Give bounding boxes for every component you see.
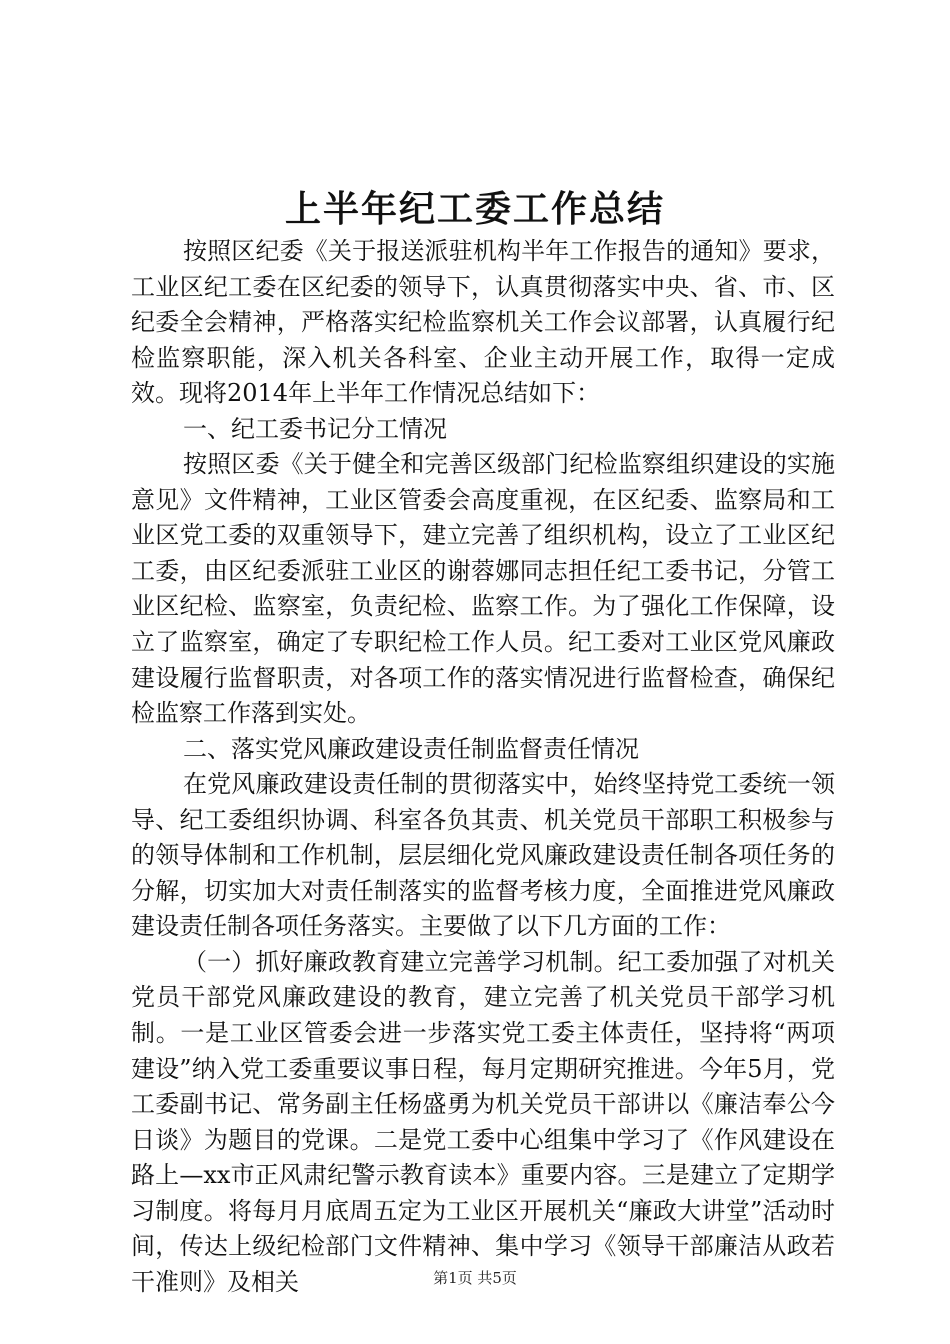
section-2-paragraph: 在党风廉政建设责任制的贯彻落实中，始终坚持党工委统一领导、纪工委组织协调、科室各负其责、机关党员干部职工积极参与的领导体制和工作机制，层层细化党风廉政建设责任制各项任务的分解，切实加大对责任制落实的监督考核力度，全面推进党风廉政建设责任制各项任务落实。主要做了以下几方面的工作： [131, 770, 835, 941]
intro-paragraph: 按照区纪委《关于报送派驻机构半年工作报告的通知》要求，工业区纪工委在区纪委的领导下，认真贯彻落实中央、省、市、区纪委全会精神，严格落实纪检监察机关工作会议部署，认真履行纪检监察职能，深入机关各科室、企业主动开展工作，取得一定成效。现将2014年上半年工作情况总结如下： [131, 237, 835, 408]
section-1-paragraph: 按照区委《关于健全和完善区级部门纪检监察组织建设的实施意见》文件精神，工业区管委会高度重视，在区纪委、监察局和工业区党工委的双重领导下，建立完善了组织机构，设立了工业区纪工委，由区纪委派驻工业区的谢蓉娜同志担任纪工委书记，分管工业区纪检、监察室，负责纪检、监察工作。为了强化工作保障，设立了监察室，确定了专职纪检工作人员。纪工委对工业区党风廉政建设履行监督职责，对各项工作的落实情况进行监督检查，确保纪检监察工作落到实处。 [131, 450, 835, 728]
page-number-footer: 第1页 共5页 [433, 1269, 517, 1287]
subsection-1-paragraph: （一）抓好廉政教育建立完善学习机制。纪工委加强了对机关党员干部党风廉政建设的教育，建立完善了机关党员干部学习机制。一是工业区管委会进一步落实党工委主体责任，坚持将“两项建设”纳入党工委重要议事日程，每月定期研究推进。今年5月，党工委副书记、常务副主任杨盛勇为机关党员干部讲以《廉洁奉公今日谈》为题目的党课。二是党工委中心组集中学习了《作风建设在路上—xx市正风肃纪警示教育读本》重要内容。三是建立了定期学习制度。将每月月底周五定为工业区开展机关“廉政大讲堂”活动时间，传达上级纪检部门文件精神、集中学习《领导干部廉洁从政若干准则》及相关 [131, 947, 835, 1296]
section-heading-1: 一、纪工委书记分工情况 [183, 414, 447, 443]
section-heading-2: 二、落实党风廉政建设责任制监督责任情况 [183, 734, 639, 763]
document-body [131, 234, 835, 1300]
document-title: 上半年纪工委工作总结 [284, 188, 665, 230]
